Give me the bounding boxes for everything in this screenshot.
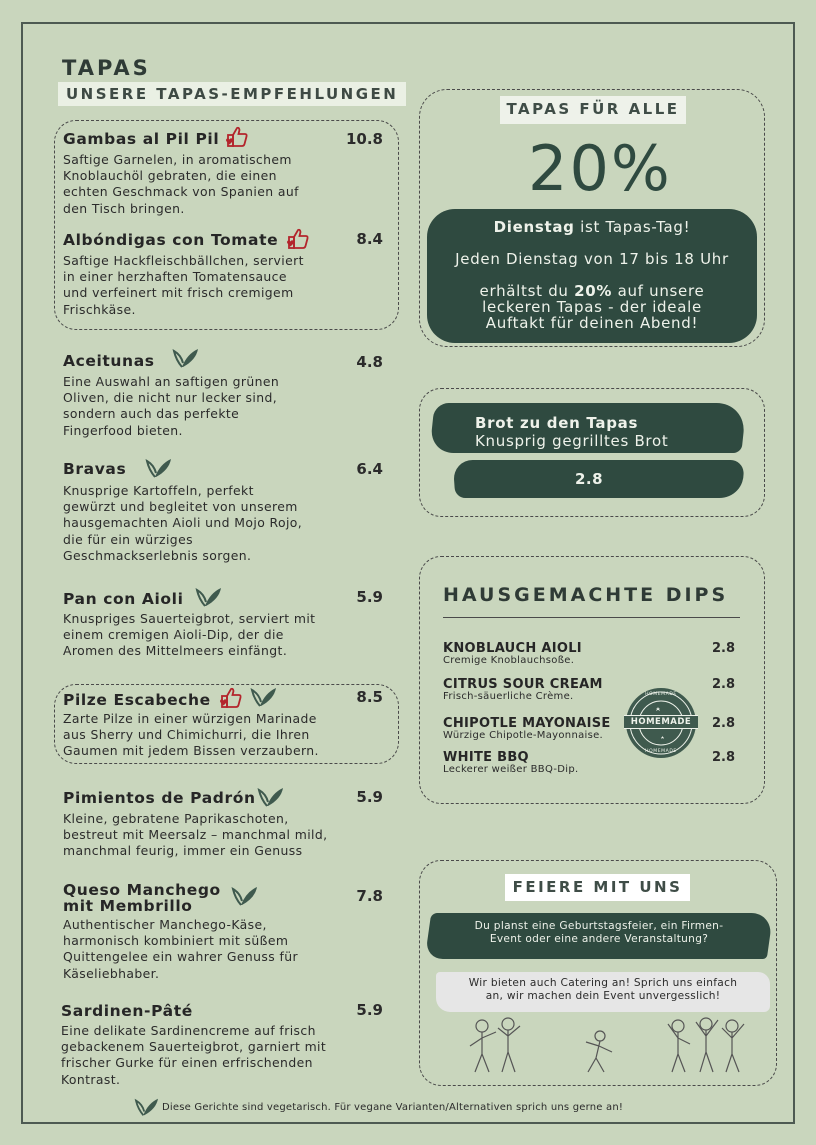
dip-name: KNOBLAUCH AIOLI xyxy=(443,641,582,656)
dip-description: Leckerer weißer BBQ-Dip. xyxy=(443,764,579,775)
promo-percent: 20% xyxy=(528,132,672,205)
thumbs-up-heart-icon xyxy=(218,686,244,710)
dip-price: 2.8 xyxy=(711,750,735,765)
footer-note: Diese Gerichte sind vegetarisch. Für vegane Varianten/Alternativen sprich uns gerne an! xyxy=(162,1102,624,1113)
item-name: Gambas al Pil Pil xyxy=(63,130,220,148)
promo-line: Dienstag ist Tapas-Tag! xyxy=(493,218,691,236)
dips-title: HAUSGEMACHTE DIPS xyxy=(443,584,729,606)
leaf-icon xyxy=(231,884,259,908)
divider xyxy=(443,617,740,618)
item-price: 5.9 xyxy=(356,788,383,806)
item-name: Albóndigas con Tomate xyxy=(63,231,279,249)
item-price: 10.8 xyxy=(345,130,383,148)
party-title: FEIERE MIT UNS xyxy=(505,874,690,901)
badge-ring-text: HOMEMADE xyxy=(645,749,677,754)
thumbs-up-heart-icon xyxy=(285,227,311,251)
dip-description: Würzige Chipotle-Mayonnaise. xyxy=(443,730,604,741)
item-description: Kleine, gebratene Paprikaschoten, bestreut mit Meersalz – manchmal mild, manchmal feurig, immer ein Genuss xyxy=(63,811,328,859)
item-name: Aceitunas xyxy=(63,352,155,370)
promo-line: Auftakt für deinen Abend! xyxy=(485,314,699,332)
leaf-icon xyxy=(134,1096,160,1118)
item-name: mit Membrillo xyxy=(63,897,193,915)
item-price: 5.9 xyxy=(356,588,383,606)
item-description: Saftige Hackfleischbällchen, serviert in einer herzhaften Tomatensauce und verfeinert mit frisch cremigem Frischkäse. xyxy=(63,253,304,317)
item-price: 8.4 xyxy=(356,230,383,248)
dip-price: 2.8 xyxy=(711,677,735,692)
dip-price: 2.8 xyxy=(711,716,735,731)
dip-description: Cremige Knoblauchsoße. xyxy=(443,655,575,666)
item-price: 6.4 xyxy=(356,460,383,478)
item-name: Queso Manchego xyxy=(63,881,221,899)
promo-line: leckeren Tapas - der ideale xyxy=(482,298,702,316)
item-description: Knusprige Kartoffeln, perfekt gewürzt und begleitet von unserem hausgemachten Aioli und Mojo Rojo, die für ein würziges Geschmackserlebnis sorgen. xyxy=(63,483,303,563)
leaf-icon xyxy=(250,685,278,709)
bread-title: Brot zu den Tapas xyxy=(475,414,639,432)
item-description: Eine delikate Sardinencreme auf frisch gebackenem Sauerteigbrot, garniert mit frischer Gurke für einen erfrischenden Kontrast. xyxy=(61,1023,327,1087)
item-price: 7.8 xyxy=(356,887,383,905)
bread-price: 2.8 xyxy=(575,470,604,488)
badge-label: HOMEMADE xyxy=(624,715,698,729)
promo-pill: TAPAS FÜR ALLE xyxy=(500,96,686,124)
page-title: TAPAS xyxy=(62,56,151,80)
item-description: Saftige Garnelen, in aromatischem Knoblauchöl gebraten, die einen echten Geschmack von Spanien auf den Tisch bringen. xyxy=(63,152,299,216)
item-name: Bravas xyxy=(63,460,127,478)
leaf-icon xyxy=(172,346,200,370)
item-name: Sardinen-Pâté xyxy=(61,1002,193,1020)
item-description: Eine Auswahl an saftigen grünen Oliven, die nicht nur lecker sind, sondern auch das perfekte Fingerfood bieten. xyxy=(63,374,280,438)
dip-name: CHIPOTLE MAYONAISE xyxy=(443,716,611,731)
dip-name: CITRUS SOUR CREAM xyxy=(443,677,603,692)
dip-price: 2.8 xyxy=(711,641,735,656)
item-name: Pan con Aioli xyxy=(63,590,184,608)
party-people-doodle xyxy=(460,1014,760,1076)
item-price: 5.9 xyxy=(356,1001,383,1019)
party-dark-text: Du planst eine Geburtstagsfeier, ein Firmen- Event oder eine andere Veranstaltung? xyxy=(474,920,724,945)
homemade-badge xyxy=(624,686,698,760)
leaf-icon xyxy=(145,456,173,480)
item-name: Pilze Escabeche xyxy=(63,691,211,709)
promo-info-box xyxy=(427,209,757,343)
item-name: Pimientos de Padrón xyxy=(63,789,256,807)
badge-ring-text: HOMEMADE xyxy=(645,692,677,697)
leaf-icon xyxy=(195,585,223,609)
promo-line: Jeden Dienstag von 17 bis 18 Uhr xyxy=(455,250,729,268)
thumbs-up-heart-icon xyxy=(224,125,250,149)
item-description: Authentischer Manchego-Käse, harmonisch kombiniert mit süßem Quittengelee ein wahrer Genuss für Käseliebhaber. xyxy=(63,917,298,981)
party-light-text: Wir bieten auch Catering an! Sprich uns einfach an, wir machen dein Event unvergesslich! xyxy=(468,977,738,1002)
item-description: Knuspriges Sauerteigbrot, serviert mit einem cremigen Aioli-Dip, der die Aromen des Mittelmeers einfängt. xyxy=(63,611,316,659)
item-description: Zarte Pilze in einer würzigen Marinade aus Sherry und Chimichurri, die Ihren Gaumen mit jedem Bissen verzaubern. xyxy=(63,711,319,759)
bread-subtitle: Knusprig gegrilltes Brot xyxy=(475,432,669,450)
leaf-icon xyxy=(257,785,285,809)
item-price: 4.8 xyxy=(356,353,383,371)
promo-line: erhältst du 20% auf unsere xyxy=(479,282,705,300)
item-price: 8.5 xyxy=(356,688,383,706)
page-subtitle: UNSERE TAPAS-EMPFEHLUNGEN xyxy=(58,82,406,106)
dip-name: WHITE BBQ xyxy=(443,750,529,765)
dip-description: Frisch-säuerliche Crème. xyxy=(443,691,574,702)
